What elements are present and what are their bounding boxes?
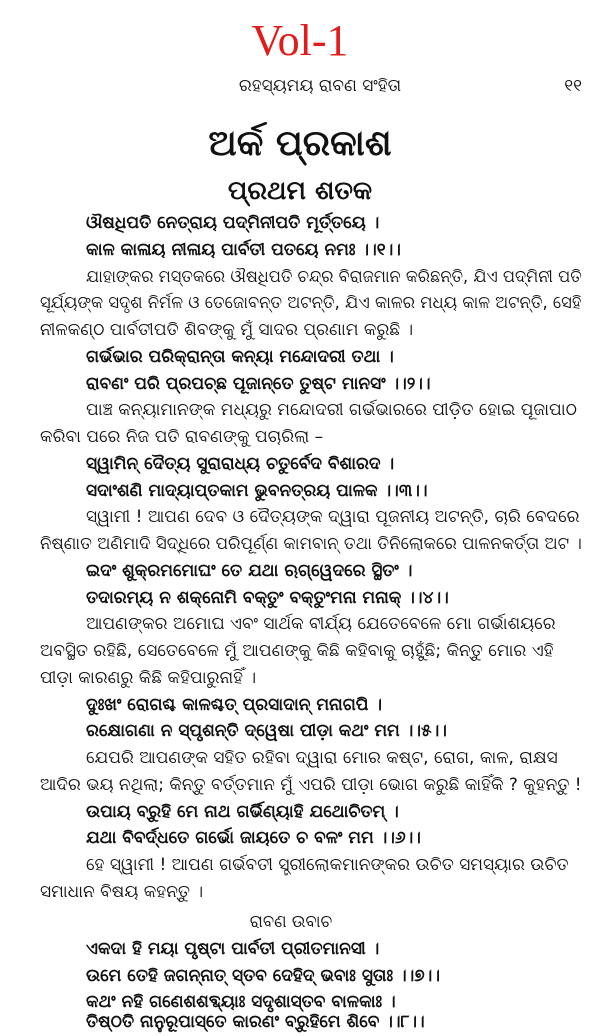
page-number: ୧୧ <box>564 76 582 96</box>
prose-line: ଯାହାଙ୍କର ମସ୍ତକରେ ଔଷଧିପତି ଚନ୍ଦ୍ର ବିରାଜମାନ କରିଛନ୍ତି, ଯିଏ ପଦ୍ମିନୀ ପତି <box>86 267 582 287</box>
verse-line: ଯଥା ବିବର୍ଦ୍ଧତେ ଗର୍ଭୋ ଜାୟତେ ଚ ବଳଂ ମମ ।।୬।। <box>86 828 421 848</box>
prose-line: କରିବା ପରେ ନିଜ ପତି ରାବଣଙ୍କୁ ପଚାରିଲା – <box>40 427 324 447</box>
verse-line: ରକ୍ଷୋଗଣା ନ ସ୍ପୃଶନ୍ତି ଦ୍ୱେଷା ପୀଡ଼ା କଥଂ ମମ ।।୫।। <box>86 721 447 741</box>
verse-line: ତିଷ୍ଠତି ନାନୁରୂପାସ୍ତେ କାରଣଂ ବ୍ରୁହିମେ ଶିବେ ।।୮।। <box>86 1012 425 1032</box>
prose-line: ହେ ସ୍ୱାମୀ ! ଆପଣ ଗର୍ଭବତୀ ସ୍ତ୍ରୀଲୋକମାନଙ୍କର ଉଚିତ ସମସ୍ୟାର ଉଚିତ <box>86 855 569 875</box>
verse-line: ରାବଣଂ ପରି ପ୍ରପଚ୍ଛ ପୂଜାନ୍ତେ ତୁଷ୍ଟ ମାନସଂ ।।୨।। <box>86 374 431 394</box>
verse-line: ଏକଦା ହି ମୟା ପୃଷ୍ଟା ପାର୍ବତୀ ପ୍ରୀତମାନସୀ । <box>86 939 380 959</box>
verse-line: ସଦାଂଶଣି ମାଦ୍ୟାପ୍ତକାମ ଭୁବନତ୍ରୟ ପାଳକ ।।୩।। <box>86 481 428 501</box>
prose-line: ନିଷ୍ଣାତ ଅଣିମାଦି ସିଦ୍ଧିରେ ପରିପୂର୍ଣ୍ଣ କାମବାନ୍ ତଥା ତିନିଲୋକରେ ପାଳନକର୍ତ୍ତା ଅଟ । <box>40 534 582 554</box>
prose-line: ଯେପରି ଆପଣଙ୍କ ସହିତ ରହିବା ଦ୍ୱାରା ମୋର କଷ୍ଟ, ରୋଗ, କାଳ, ରାକ୍ଷସ <box>86 748 558 768</box>
prose-line: ଆପଣଙ୍କର ଅମୋଘ ଏବଂ ସାର୍ଥକ ବୀର୍ଯ୍ୟ ଯେତେବେଳେ ମୋ ଗର୍ଭାଶୟରେ <box>86 614 556 634</box>
running-header: ରହସ୍ୟମୟ ରାବଣ ସଂହିତା <box>238 76 402 96</box>
verse-line: କାଳ କାଳାୟ ନୀଳାୟ ପାର୍ବତୀ ପତୟେ ନମଃ ।।୧।। <box>86 240 401 260</box>
prose-line: ପାଞ୍ଚ କନ୍ୟାମାନଙ୍କ ମଧ୍ୟରୁ ମନ୍ଦୋଦରୀ ଗର୍ଭଭାରରେ ପୀଡ଼ିତ ହୋଇ ପୂଜାପାଠ <box>86 400 577 420</box>
verse-line: ତଦାରମ୍ୟ ନ ଶକ୍ନୋମି ବକ୍ତୁଂ ବକ୍ତୁଂମନା ମନାକ୍ ।।୪।। <box>86 588 449 608</box>
section-subtitle: ପ୍ରଥମ ଶତକ <box>227 176 373 206</box>
verse-line: ଉପାୟ ବ୍ରୁହି ମେ ନାଥ ଗର୍ଭିଣ୍ୟାହି ଯଥୋଚିତମ୍ । <box>86 802 399 822</box>
prose-line: ଆଦିର ଭୟ ନଥିଲା; କିନ୍ତୁ ବର୍ତ୍ତମାନ ମୁଁ ଏପରି ପୀଡ଼ା ଭୋଗ କରୁଛି କାହିଁକି ? କୁହନ୍ତୁ ! <box>40 775 582 795</box>
prose-line: ପୀଡ଼ା କାରଣରୁ କିଛି କହିପାରୁନାହିଁ । <box>40 668 257 688</box>
verse-line: କଥଂ ନହି ଗଣେଶଶବ୍ଦ୍ୟାଃ ସଦୃଶାସ୍ତବ ବାଳକାଃ । <box>86 992 396 1012</box>
verse-line: ଗର୍ଭଭାର ପରିକ୍ରାନ୍ତା କନ୍ୟା ମନ୍ଦୋଦରୀ ତଥା । <box>86 347 394 367</box>
prose-line: ସ୍ୱାମୀ ! ଆପଣ ଦେବ ଓ ଦୈତ୍ୟଙ୍କ ଦ୍ୱାରା ପୂଜନୀୟ ଅଟନ୍ତି, ଚାରି ବେଦରେ <box>86 507 580 527</box>
prose-line: ସୂର୍ଯ୍ୟଙ୍କ ସଦୃଶ ନିର୍ମଳ ଓ ତେଜୋବନ୍ତ ଅଟନ୍ତି, ଯିଏ କାଳର ମଧ୍ୟ କାଳ ଅଟନ୍ତି, ସେହି <box>40 293 582 313</box>
verse-line: ଦୁଃଖଂ ରୋଗଶ୍ଚ କାଳଶ୍ଚତ୍ ପ୍ରସାଦାନ୍ ମନାଗପି । <box>86 695 383 715</box>
speaker-heading: ରାବଣ ଉବାଚ <box>249 912 333 932</box>
prose-line: ଅବସ୍ଥିତ ରହିଛି, ସେତେବେଳେ ମୁଁ ଆପଣଙ୍କୁ କିଛି କହିବାକୁ ଚାହୁଁଛି; କିନ୍ତୁ ମୋର ଏହି <box>40 641 554 661</box>
verse-line: ଉମେ ତେହି ଜଗନ୍ନାତ୍ ସ୍ତବ ଦେହିଦ୍ ଭବାଃ ସୁତାଃ ।।୭।। <box>86 966 440 986</box>
volume-label: Vol-1 <box>251 16 349 65</box>
verse-line: ଇଦଂ ଶୁକ୍ରମମୋଘଂ ତେ ଯଥା ଋଗ୍ୱେଦରେ ସ୍ଥିତଂ । <box>86 561 413 581</box>
page-title: ଅର୍କ ପ୍ରକାଶ <box>208 123 392 164</box>
verse-line: ସ୍ୱାମିନ୍ ଦୈତ୍ୟ ସୁରାରାଧ୍ୟ ଚତୁର୍ବେଦ ବିଶାରଦ । <box>86 454 395 474</box>
prose-line: ସମାଧାନ ବିଷୟ କହନ୍ତୁ । <box>40 882 204 902</box>
prose-line: ନୀଳକଣ୍ଠ ପାର୍ବତୀପତି ଶିବଙ୍କୁ ମୁଁ ସାଦର ପ୍ରଣାମ କରୁଛି । <box>40 320 414 340</box>
verse-line: ଔଷଧିପତି ନେତ୍ରାୟ ପଦ୍ମିନୀପତି ମୂର୍ତ୍ତୟେ । <box>86 213 380 233</box>
